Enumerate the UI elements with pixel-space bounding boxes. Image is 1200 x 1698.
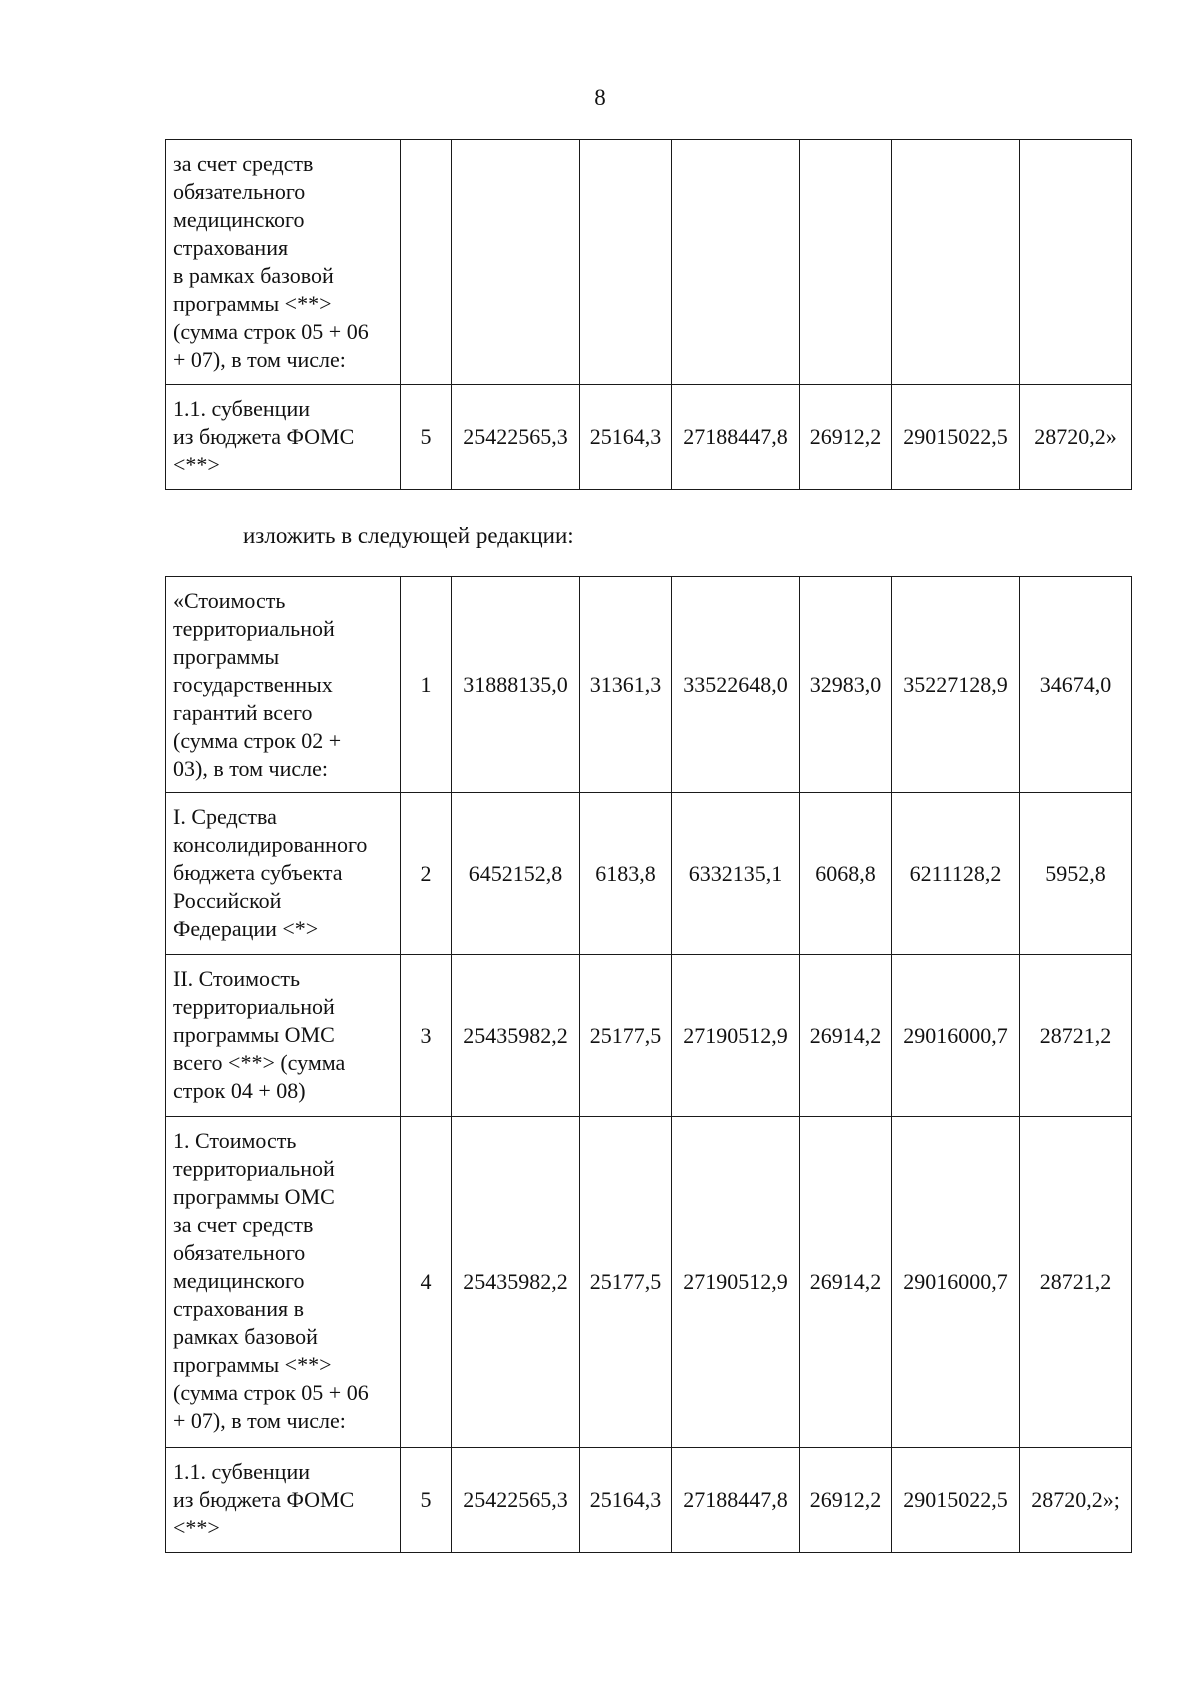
- value-cell: 34674,0: [1020, 577, 1132, 793]
- row-number: 1: [401, 577, 452, 793]
- table-row: [166, 385, 1132, 490]
- value-cell: 28721,2: [1020, 1117, 1132, 1448]
- value-cell: 6332135,1: [672, 793, 800, 955]
- value-cell: 33522648,0: [672, 577, 800, 793]
- table-row: [166, 577, 1132, 793]
- value-cell: 27190512,9: [672, 955, 800, 1117]
- value-cell: 26912,2: [800, 385, 892, 490]
- table-row: [166, 793, 1132, 955]
- row-label: I. Средства консолидированного бюджета субъекта Российской Федерации <*>: [166, 793, 401, 955]
- value-cell: 25435982,2: [452, 955, 580, 1117]
- table-row: [166, 1117, 1132, 1448]
- value-cell: 25164,3: [580, 1448, 672, 1553]
- table-continuation: [165, 139, 1132, 490]
- value-cell: 26914,2: [800, 955, 892, 1117]
- value-cell: [580, 140, 672, 385]
- row-number: 4: [401, 1117, 452, 1448]
- value-cell: 6452152,8: [452, 793, 580, 955]
- value-cell: 25177,5: [580, 1117, 672, 1448]
- value-cell: 28720,2»;: [1020, 1448, 1132, 1553]
- row-label: 1. Стоимость территориальной программы ОМС за счет средств обязательного медицинского страхования в рамках базовой программы <**> (сумма строк 05 + 06 + 07), в том числе:: [166, 1117, 401, 1448]
- row-label: «Стоимость территориальной программы государственных гарантий всего (сумма строк 02 + 03), в том числе:: [166, 577, 401, 793]
- row-label: II. Стоимость территориальной программы ОМС всего <**> (сумма строк 04 + 08): [166, 955, 401, 1117]
- value-cell: 28721,2: [1020, 955, 1132, 1117]
- page-number: 8: [594, 85, 606, 110]
- value-cell: [800, 140, 892, 385]
- value-cell: 5952,8: [1020, 793, 1132, 955]
- intro-text: изложить в следующей редакции:: [243, 523, 574, 548]
- value-cell: 6183,8: [580, 793, 672, 955]
- value-cell: 29015022,5: [892, 1448, 1020, 1553]
- value-cell: 26912,2: [800, 1448, 892, 1553]
- value-cell: [452, 140, 580, 385]
- row-number: 2: [401, 793, 452, 955]
- value-cell: 29016000,7: [892, 1117, 1020, 1448]
- value-cell: 29015022,5: [892, 385, 1020, 490]
- value-cell: 27190512,9: [672, 1117, 800, 1448]
- value-cell: 32983,0: [800, 577, 892, 793]
- table-row: [166, 955, 1132, 1117]
- value-cell: 29016000,7: [892, 955, 1020, 1117]
- value-cell: 31888135,0: [452, 577, 580, 793]
- row-label: за счет средств обязательного медицинского страхования в рамках базовой программы <**> (сумма строк 05 + 06 + 07), в том числе:: [166, 140, 401, 385]
- value-cell: 26914,2: [800, 1117, 892, 1448]
- row-label: 1.1. субвенции из бюджета ФОМС <**>: [166, 1448, 401, 1553]
- row-number: 5: [401, 385, 452, 490]
- value-cell: [892, 140, 1020, 385]
- row-label: 1.1. субвенции из бюджета ФОМС <**>: [166, 385, 401, 490]
- value-cell: 28720,2»: [1020, 385, 1132, 490]
- table-new-edition: [165, 576, 1132, 1553]
- value-cell: 25422565,3: [452, 1448, 580, 1553]
- value-cell: 6068,8: [800, 793, 892, 955]
- row-number: 5: [401, 1448, 452, 1553]
- table-row: [166, 140, 1132, 385]
- value-cell: 35227128,9: [892, 577, 1020, 793]
- value-cell: 31361,3: [580, 577, 672, 793]
- table-row: [166, 1448, 1132, 1553]
- value-cell: 25422565,3: [452, 385, 580, 490]
- value-cell: 27188447,8: [672, 1448, 800, 1553]
- value-cell: 27188447,8: [672, 385, 800, 490]
- value-cell: [672, 140, 800, 385]
- value-cell: 25435982,2: [452, 1117, 580, 1448]
- row-number: 3: [401, 955, 452, 1117]
- value-cell: 6211128,2: [892, 793, 1020, 955]
- value-cell: 25164,3: [580, 385, 672, 490]
- value-cell: 25177,5: [580, 955, 672, 1117]
- row-number: [401, 140, 452, 385]
- value-cell: [1020, 140, 1132, 385]
